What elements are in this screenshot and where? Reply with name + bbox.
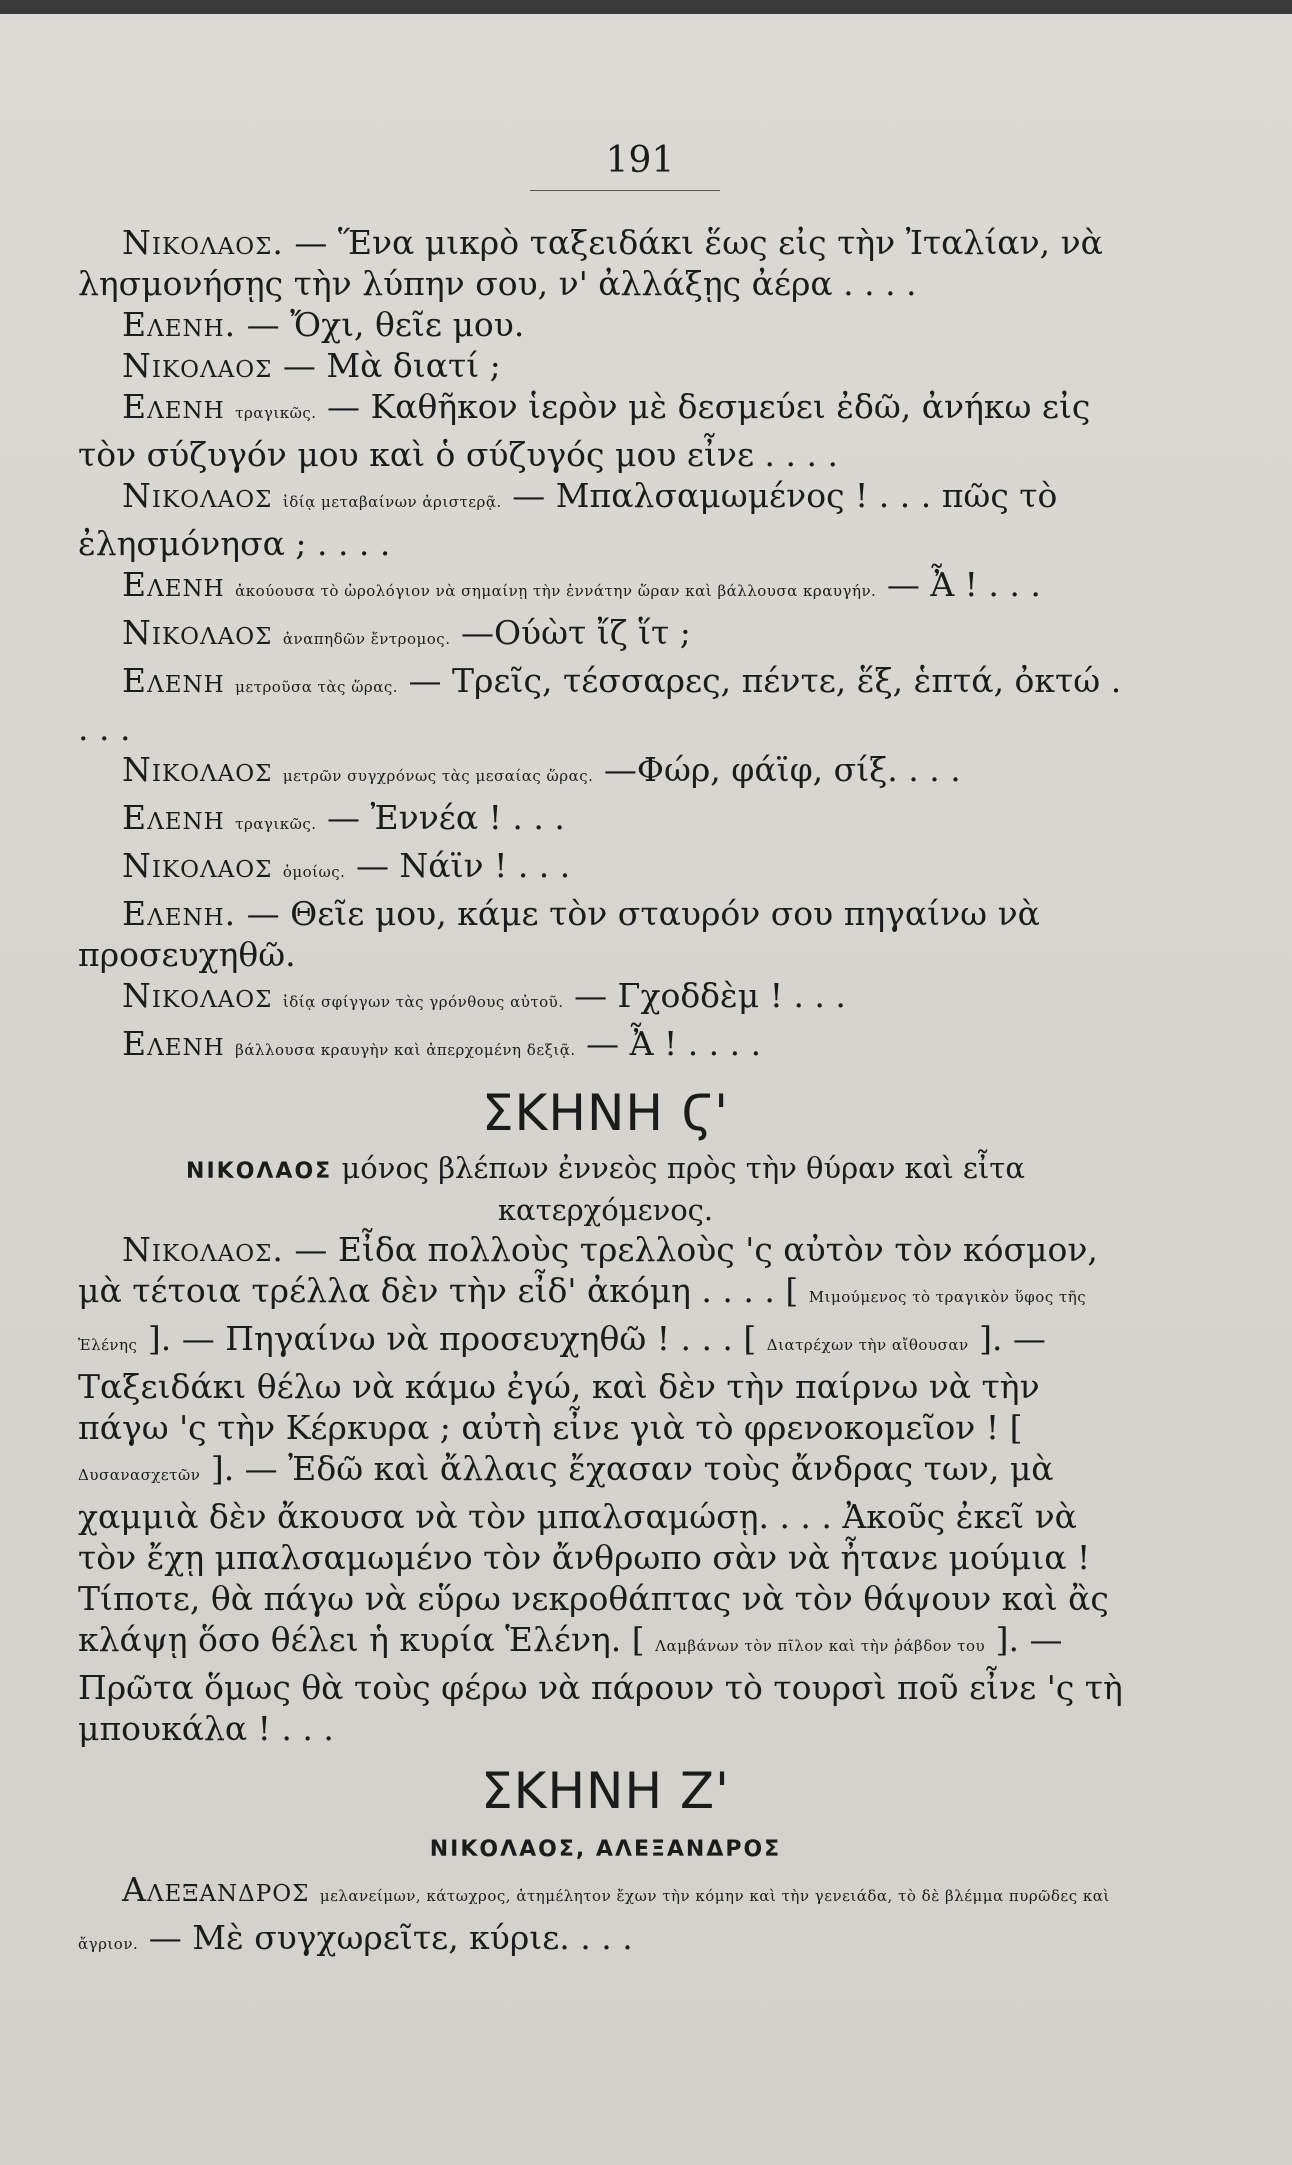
stage-direction: ὁμοίως. [282,863,346,881]
dialogue-line [78,304,1133,345]
speaker-name: Ελενη [122,1024,225,1063]
dialogue-line [78,845,1133,893]
speech-text: —Ούὼτ ἴζ ἵτ ; [460,613,691,652]
speaker-name: Ελενη. [122,305,237,344]
dialogue-lines [78,222,1133,1071]
dialogue-line [78,345,1133,386]
dialogue-line [78,660,1133,749]
dialogue-line [78,893,1133,975]
page-number: 191 [605,140,675,181]
dialogue-line [78,564,1133,612]
speech-text: ]. — Πηγαίνω νὰ προσευχηθῶ ! . . . [ [147,1319,757,1358]
stage-direction: τραγικῶς. [235,404,317,422]
stage-direction: Λαμβάνων τὸν πῖλον καὶ τὴν ῥάβδον του [655,1637,986,1655]
speech-text: — Ἐννέα ! . . . [327,798,565,837]
speaker-name: Νικολαος. [122,1230,284,1269]
speaker-name: Νικολαος [122,846,273,885]
speech-text: — Ὄχι, θεῖε μου. [246,305,525,344]
speech-text: —Φώρ, φάϊφ, σίξ. . . . [603,750,961,789]
dialogue-line [78,975,1133,1023]
speech-text: — Θεῖε μου, κάμε τὸν σταυρόν σου πηγαίνω νὰ προσευχηθῶ. [78,894,1040,974]
speech-text: ]. — Ταξειδάκι θέλω νὰ κάμω ἐγώ, καὶ δὲν τὴν παίρνω νὰ τὴν πάγω 'ς τὴν Κέρκυρα ; αὐτὴ εἶνε γιὰ τὸ φρενοκομεῖον ! [ [78,1319,1046,1447]
stage-direction: ἰδίᾳ σφίγγων τὰς γρόνθους αὐτοῦ. [282,993,564,1011]
scene-6-cast-name: ΝΙΚΟΛΑΟΣ [186,1159,333,1184]
scene-6-monologue [78,1229,1133,1749]
scene-7-heading: ΣΚΗΝΗ Ζ' [481,1762,730,1820]
speaker-name: Νικολαος [122,613,273,652]
stage-direction: ἀκούουσα τὸ ὡρολόγιον νὰ σημαίνῃ τὴν ἐννάτην ὥραν καὶ βάλλουσα κραυγήν. [235,582,877,600]
speaker-name: Ελενη [122,661,225,700]
dialogue-line [78,386,1133,475]
speech-text: — Μπαλσαμωμένος ! . . . πῶς τὸ ἐλησμόνησα ; . . . . [78,476,1058,563]
dialogue-line [78,797,1133,845]
speaker-name: Νικολαος [122,976,273,1015]
speaker-name: Ελενη [122,387,225,426]
speaker-name: Ελενη [122,565,225,604]
stage-direction: ἰδίᾳ μεταβαίνων ἀριστερᾷ. [282,493,502,511]
scene-7-cast [78,1827,1133,1869]
scene-6-cast-direction: μόνος βλέπων ἐννεὸς πρὸς τὴν θύραν καὶ εἶτα κατερχόμενος. [341,1151,1025,1227]
speech-text: — Τρεῖς, τέσσαρες, πέντε, ἕξ, ἑπτά, ὀκτώ . . . . [78,661,1122,748]
speaker-name: Ελενη. [122,894,237,933]
speaker-name: Ελενη [122,798,225,837]
scene-7-line [78,1869,1133,1965]
dialogue-line [78,749,1133,797]
speaker-name: Νικολαος [122,750,273,789]
speech-text: — Ἕνα μικρὸ ταξειδάκι ἕως εἰς τὴν Ἰταλίαν, νὰ λησμονήσῃς τὴν λύπην σου, ν' ἀλλάξῃς ἀέρα . . . . [78,223,1103,303]
stage-direction: μελανείμων, κάτωχρος, ἀτημέλητον ἔχων τὴν κόμην καὶ τὴν γενειάδα, τὸ δὲ βλέμμα πυρῶδες καὶ ἄγριον. [78,1887,1110,1953]
stage-direction: Διατρέχων τὴν αἴθουσαν [766,1336,969,1354]
speaker-name: Νικολαος [122,476,273,515]
stage-direction: μετρῶν συγχρόνως τὰς μεσαίας ὥρας. [282,767,594,785]
scan-top-border [0,0,1292,14]
speech-text: — Ἆ ! . . . . [586,1024,762,1063]
speech-text: ]. — Πρῶτα ὅμως θὰ τοὺς φέρω νὰ πάρουν τὸ τουρσὶ ποῦ εἶνε 'ς τὴ μπουκάλα ! . . . [78,1620,1123,1748]
stage-direction: Μιμούμενος τὸ τραγικὸν ὕφος τῆς Ἑλένης [78,1288,1087,1354]
stage-direction: τραγικῶς. [235,815,317,833]
stage-direction: ἀναπηδῶν ἔντρομος. [282,630,451,648]
speaker-name: Νικολαος [122,346,273,385]
speech-text: — Μὰ διατί ; [282,346,501,385]
speaker-name: Νικολαος. [122,223,284,262]
stage-direction: Δυσανασχετῶν [78,1466,201,1484]
speech-text: — Καθῆκον ἱερὸν μὲ δεσμεύει ἐδῶ, ἀνήκω εἰς τὸν σύζυγόν μου καὶ ὁ σύζυγός μου εἶνε . . . . [78,387,1091,474]
speech-text: ]. — Ἐδῶ καὶ ἄλλαις ἔχασαν τοὺς ἄνδρας των, μὰ χαμμιὰ δὲν ἄκουσα νὰ τὸν μπαλσαμώσῃ. . . . Ἀκοῦς ἐκεῖ νὰ τὸν ἔχῃ μπαλσαμωμένο τὸν ἄνθρωπο σὰν νὰ ἦτανε μούμια ! Τίποτε, θὰ πάγω νὰ εὕρω νεκροθάπτας νὰ τὸν θάψουν καὶ ἂς κλάψῃ ὅσο θέλει ἡ κυρία Ἑλένη. [ [78,1449,1109,1659]
dialogue-block [78,222,1133,1965]
dialogue-line [78,1023,1133,1071]
speech-text: — Ἆ ! . . . [886,565,1041,604]
speech-text: — Νάϊν ! . . . [355,846,571,885]
speech-text: — Μὲ συγχωρεῖτε, κύριε. . . . [148,1918,633,1957]
scene-6-heading: ΣΚΗΝΗ Ϛ' [481,1084,730,1142]
speaker-name: Αλεξανδρος [122,1870,310,1909]
scene-6-cast [78,1149,1133,1229]
speech-text: — Γχοδδὲμ ! . . . [574,976,846,1015]
stage-direction: βάλλουσα κραυγὴν καὶ ἀπερχομένη δεξιᾷ. [235,1041,576,1059]
speech-text: — Εἶδα πολλοὺς τρελλοὺς 'ς αὐτὸν τὸν κόσμον, μὰ τέτοια τρέλλα δὲν τὴν εἶδ' ἀκόμη . . . . [ [78,1230,1098,1310]
scene-7-cast-names: ΝΙΚΟΛΑΟΣ, ΑΛΕΞΑΝΔΡΟΣ [429,1837,782,1862]
stage-direction: μετροῦσα τὰς ὥρας. [235,678,399,696]
dialogue-line [78,222,1133,304]
dialogue-line [78,612,1133,660]
dialogue-line [78,475,1133,564]
page-number-rule [530,190,720,191]
